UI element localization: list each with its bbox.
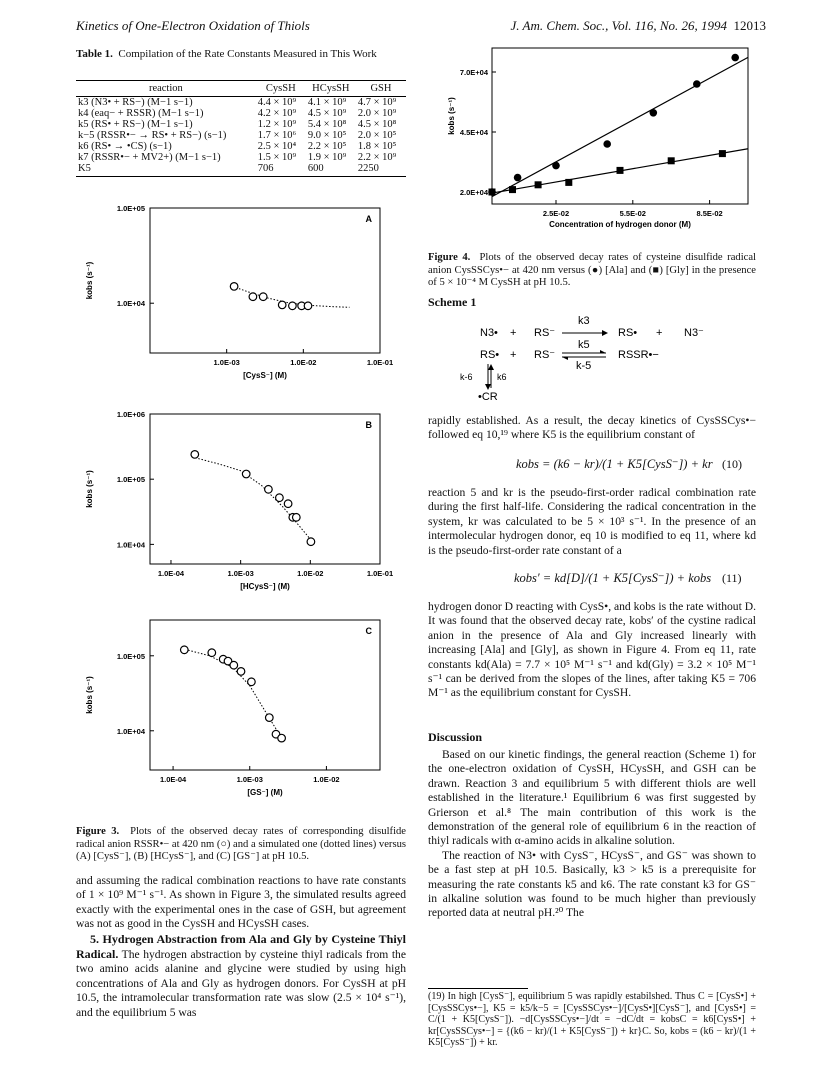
figure-4-caption xyxy=(428,252,756,290)
table-cell: 5.4 × 10⁸ xyxy=(307,119,347,130)
paragraph-hydrogen-donor: hydrogen donor D reacting with CysS•, and kobs is the rate without D. It was found that the observed decay rate, kobs′ of the cystine radical anion in the presence of Ala and Gly increased linearly with increasing [Ala] and [Gly], as shown in Figure 4. From eq 11, rate constants kd(Ala) = 7.7 × 10⁵ M⁻¹ s⁻¹ and kd(Gly) = 3.2 × 10⁵ M⁻¹ s⁻¹ can be derived from the slopes of the lines, after taking K5 = 706 M⁻¹ as the equilibrium constant for CysSH. xyxy=(428,600,756,700)
section-5 xyxy=(76,932,406,1020)
figure-4-caption-text: Plots of the observed decay rates of cysteine disulfide radical anion CysSSCys•− at 420 nm versus (●) [Ala] and (■) [Gly] in the presence of 5 × 10⁻⁴ M CysSH at pH 10.5. xyxy=(428,252,756,288)
table-cell: 2.0 × 10⁵ xyxy=(357,130,397,141)
table-header: HCysSH xyxy=(306,81,356,97)
data-point-gly xyxy=(565,179,572,186)
left-column-text xyxy=(76,874,406,1020)
data-point-gly xyxy=(535,181,542,188)
data-point-open-circle xyxy=(278,734,286,742)
data-point-gly xyxy=(509,186,516,193)
data-point-open-circle xyxy=(284,500,292,508)
y-tick-label: 7.0E+04 xyxy=(459,68,488,77)
data-point-open-circle xyxy=(278,301,286,309)
data-point-open-circle xyxy=(307,538,315,546)
scheme-rs-anion-2: RS⁻ xyxy=(534,349,556,361)
data-point-open-circle xyxy=(248,678,256,686)
x-axis-label: [CysS⁻] (M) xyxy=(243,371,287,380)
table-cell: 1.7 × 10⁶ xyxy=(257,130,297,141)
x-axis-label: [GS⁻] (M) xyxy=(247,788,283,797)
table-cell: 1.2 × 10⁹ xyxy=(257,119,297,130)
table-caption-text: Compilation of the Rate Constants Measured in This Work xyxy=(118,48,377,60)
y-tick-label: 1.0E+04 xyxy=(116,726,145,736)
data-point-open-circle xyxy=(289,302,297,310)
data-point-open-circle xyxy=(276,494,284,502)
table-row xyxy=(76,141,406,152)
data-point-ala xyxy=(552,162,560,170)
data-point-open-circle xyxy=(230,661,238,669)
table-cell: 4.2 × 10⁹ xyxy=(257,108,297,119)
y-tick-label: 4.5E+04 xyxy=(459,128,488,137)
data-point-open-circle xyxy=(259,293,267,301)
figure-3-caption xyxy=(76,826,406,864)
scheme-k5: k5 xyxy=(578,339,590,351)
x-tick-label: 1.0E-01 xyxy=(366,569,394,578)
figure-3-panel-c xyxy=(85,620,380,797)
scheme-n3-radical: N3• xyxy=(480,327,498,339)
table-header: reaction xyxy=(76,81,256,97)
scheme-rs-radical-1: RS• xyxy=(618,327,638,339)
scheme-k-6: k-6 xyxy=(460,372,473,382)
table-cell: k7 (RSSR•− + MV2+) (M−1 s−1) xyxy=(78,152,221,163)
paragraph-combination: and assuming the radical combination reactions to have rate constants of 1 × 10⁹ M⁻¹ s⁻¹. As shown in Figure 3, the simulated results agreed exactly with the experimental ones in the case of GSH, but agreement was not as good in the CysSH and HCysSH cases. xyxy=(76,874,406,931)
plot-frame xyxy=(492,48,748,204)
page-number: 12013 xyxy=(733,18,766,33)
y-axis-label: kobs (s⁻¹) xyxy=(85,676,94,714)
x-tick-label: 1.0E-04 xyxy=(157,569,185,578)
scheme-k3: k3 xyxy=(578,315,590,327)
table-label: Table 1. xyxy=(76,48,113,60)
table-cell: 2250 xyxy=(356,163,406,177)
y-axis-label: kobs (s⁻¹) xyxy=(85,470,94,508)
y-tick-label: 1.0E+05 xyxy=(116,651,145,661)
table-header: CysSH xyxy=(256,81,306,97)
table-cell: 2.0 × 10⁹ xyxy=(357,108,397,119)
y-axis-label: kobs (s⁻¹) xyxy=(85,261,94,300)
equation-10: kobs = (k6 − kr)/(1 + K5[CysS⁻]) + kr xyxy=(516,457,713,471)
figure-3-caption-text: Plots of the observed decay rates of corresponding disulfide radical anion RSSR•− at 420 nm (○) and a simulated one (dotted lines) versus (A) [CysS⁻], (B) [HCysS⁻], and (C) [GS⁻] at pH 10.5. xyxy=(76,826,407,862)
table-row xyxy=(76,130,406,141)
discussion-heading: Discussion xyxy=(428,730,483,744)
scheme-plus-1: + xyxy=(510,327,517,339)
scheme-1-diagram xyxy=(460,310,740,402)
table-cell: k3 (N3• + RS−) (M−1 s−1) xyxy=(78,97,193,108)
section-5-title: 5. Hydrogen Abstraction from Ala and Gly by Cysteine Thiyl Radical. xyxy=(76,931,406,962)
y-tick-label: 1.0E+06 xyxy=(116,410,145,419)
figure-3-label: Figure 3. xyxy=(76,826,120,837)
x-tick-label: 1.0E-04 xyxy=(159,775,187,784)
fit-line-ala xyxy=(492,57,748,196)
x-axis-label: Concentration of hydrogen donor (M) xyxy=(549,220,691,229)
paragraph-eq11-intro: reaction 5 and kr is the pseudo-first-order radical combination rate during the first half-life. Considering the radical concentration in the system, kr was calculated to be 5 × 10³ s⁻¹. In the presence of an intermolecular hydrogen donor, eq 10 is modified to eq 11, where kd is the pseudo-first-order rate constant of a xyxy=(428,486,756,557)
data-point-open-circle xyxy=(266,714,274,722)
table-cell: 706 xyxy=(256,163,306,177)
data-point-open-circle xyxy=(208,649,216,657)
x-tick-label: 1.0E-03 xyxy=(227,569,254,578)
data-point-open-circle xyxy=(242,470,250,478)
table-cell: 1.8 × 10⁵ xyxy=(357,141,397,152)
x-tick-label: 2.5E-02 xyxy=(542,209,570,218)
table-cell: 4.7 × 10⁹ xyxy=(357,97,397,108)
table-cell: 4.1 × 10⁹ xyxy=(307,97,347,108)
table-cell: 4.5 × 10⁹ xyxy=(307,108,347,119)
data-point-open-circle xyxy=(181,646,189,654)
discussion-paragraph-2: The reaction of N3• with CysS⁻, HCysS⁻, and GS⁻ was shown to be a fast step at pH 10.5. Basically, k3 > k5 is a prerequisite for measuring the rate constants k5 and k6. The rate constant k3 for GS⁻ in alkaline solution was found to be much higher than previously reported data at neutral pH.²⁰ The xyxy=(428,848,756,920)
table-row xyxy=(76,108,406,119)
data-point-gly xyxy=(617,167,624,174)
data-point-open-circle xyxy=(265,486,273,494)
y-tick-label: 1.0E+04 xyxy=(116,299,145,309)
x-tick-label: 1.0E-02 xyxy=(313,775,340,784)
table-cell: k5 (RS• + RS−) (M−1 s−1) xyxy=(78,119,193,130)
equation-11: kobs′ = kd[D]/(1 + K5[CysS⁻]) + kobs xyxy=(514,571,712,585)
discussion-text xyxy=(428,748,756,921)
section-5-text: The hydrogen abstraction by cysteine thiyl radicals from the two amino acids alanine and glycine were studied by using high concentrations of Ala and Gly as hydrogen donors. For CysSH at pH 10.5, the intramolecular transformation rate was slow (2.5 × 10⁴ s⁻¹), and the equilibrium 5 was xyxy=(76,948,406,1019)
figure-3-panel-b xyxy=(85,410,393,591)
discussion-paragraph-1: Based on our kinetic findings, the general reaction (Scheme 1) for the one-electron oxidation of CysSH, HCysSH, and GSH can be drawn. Reaction 3 and equilibrium 5 with different thiols are well established in the literature.¹ Equilibrium 6 was first suggested by Grierson et al.⁸ The main contribution of this work is the demonstration of the general role of equilibrium 6 in the reaction of thiyl radicals with α-amino acids in alkaline solution. xyxy=(428,748,756,848)
panel-letter: A xyxy=(365,214,372,224)
running-header-left: Kinetics of One-Electron Oxidation of Thiols xyxy=(76,18,310,33)
data-point-gly xyxy=(719,150,726,157)
footnote-19: (19) In high [CysS⁻], equilibrium 5 was rapidly estabilshed. Thus C = [CysS•] + [CysSSCys•−], K5 = k5/k−5 = [CysSSCys•−]/[CysS•][CysS⁻], and [CysS•] = C/(1 + K5[CysS⁻]). −d[CysSSCys•−]/dt = −dC/dt = kobsC = k6[CysS•] + kr[CysSSCys•−] = {(k6 − kr)/(1 + K5[CysS⁻]) + kr}C. So, kobs = (k6 − kr)/(1 + K5[CysS⁻]) + kr. xyxy=(428,991,756,1048)
x-tick-label: 1.0E-03 xyxy=(236,775,263,784)
panel-letter: B xyxy=(365,420,372,430)
data-point-gly xyxy=(668,157,675,164)
y-tick-label: 2.0E+04 xyxy=(459,188,488,197)
table-cell: k6 (RS• → •CS) (s−1) xyxy=(78,141,172,152)
x-tick-label: 1.0E-01 xyxy=(366,358,394,367)
data-point-open-circle xyxy=(191,451,199,459)
scheme-k-5: k-5 xyxy=(576,360,592,372)
scheme-k6: k6 xyxy=(497,372,507,382)
figure-4-label: Figure 4. xyxy=(428,252,471,263)
data-point-open-circle xyxy=(293,514,301,522)
data-point-ala xyxy=(650,109,658,117)
scheme-plus-2: + xyxy=(656,327,663,339)
x-tick-label: 8.5E-02 xyxy=(696,209,723,218)
data-point-gly xyxy=(489,189,496,196)
y-tick-label: 1.0E+04 xyxy=(116,540,145,550)
scheme-1-title: Scheme 1 xyxy=(428,295,477,309)
table-header: GSH xyxy=(356,81,406,97)
data-point-open-circle xyxy=(304,302,312,310)
data-point-ala xyxy=(603,140,611,148)
scheme-plus-3: + xyxy=(510,349,517,361)
table-row xyxy=(76,152,406,163)
scheme-n3-anion: N3⁻ xyxy=(684,327,704,339)
footnote-divider xyxy=(428,988,528,989)
table-cell: 2.5 × 10⁴ xyxy=(257,141,297,152)
simulated-dotted-line xyxy=(192,457,310,539)
x-tick-label: 1.0E-03 xyxy=(213,358,240,367)
data-point-open-circle xyxy=(230,283,238,291)
scheme-rs-anion-1: RS⁻ xyxy=(534,327,556,339)
data-point-ala xyxy=(693,80,701,88)
table-row xyxy=(76,119,406,130)
table-cell: k−5 (RSSR•− → RS• + RS−) (s−1) xyxy=(78,130,227,141)
figure-4-chart xyxy=(426,42,756,248)
table-row xyxy=(76,97,406,109)
table-cell: 1.5 × 10⁹ xyxy=(257,152,297,163)
table-cell: 2.2 × 10⁹ xyxy=(357,152,397,163)
x-tick-label: 1.0E-02 xyxy=(297,569,324,578)
equation-11-number: (11) xyxy=(722,571,742,585)
table-cell: K5 xyxy=(76,163,256,177)
table-cell: k4 (eaq− + RSSR) (M−1 s−1) xyxy=(78,108,204,119)
y-tick-label: 1.0E+05 xyxy=(116,204,145,213)
journal-citation: J. Am. Chem. Soc., Vol. 116, No. 26, 1994 xyxy=(510,18,727,33)
y-axis-label: kobs (s⁻¹) xyxy=(447,97,456,135)
data-point-open-circle xyxy=(249,293,257,301)
paragraph-decay-kinetics: rapidly established. As a result, the decay kinetics of CysSSCys•− followed eq 10,¹⁹ where K5 is the equilibrium constant of xyxy=(428,414,756,442)
plot-frame xyxy=(150,620,380,770)
scheme-rssr-anion: RSSR•− xyxy=(618,349,659,361)
table-cell: 1.9 × 10⁹ xyxy=(307,152,347,163)
y-tick-label: 1.0E+05 xyxy=(116,475,145,485)
table-cell: 2.2 × 10⁵ xyxy=(307,141,347,152)
data-point-open-circle xyxy=(237,668,245,676)
panel-letter: C xyxy=(365,626,372,636)
table-cell: 9.0 × 10⁵ xyxy=(307,130,347,141)
table-cell: 4.4 × 10⁹ xyxy=(257,97,297,108)
figure-3-panel-a xyxy=(85,204,393,380)
scheme-cr-radical: •CR xyxy=(478,391,498,402)
data-point-ala xyxy=(514,174,522,182)
scheme-rs-radical-2: RS• xyxy=(480,349,500,361)
table-cell: 4.5 × 10⁸ xyxy=(357,119,397,130)
table-caption xyxy=(76,48,406,61)
plot-frame xyxy=(150,208,380,353)
x-tick-label: 5.5E-02 xyxy=(619,209,646,218)
table-cell: 600 xyxy=(306,163,356,177)
data-point-ala xyxy=(731,54,739,62)
rate-constants-table xyxy=(76,80,406,177)
x-tick-label: 1.0E-02 xyxy=(290,358,317,367)
running-header-right xyxy=(510,18,766,34)
x-axis-label: [HCysS⁻] (M) xyxy=(240,582,290,591)
figure-3-chart xyxy=(76,200,410,800)
table-row xyxy=(76,163,406,177)
equation-10-number: (10) xyxy=(722,457,742,471)
